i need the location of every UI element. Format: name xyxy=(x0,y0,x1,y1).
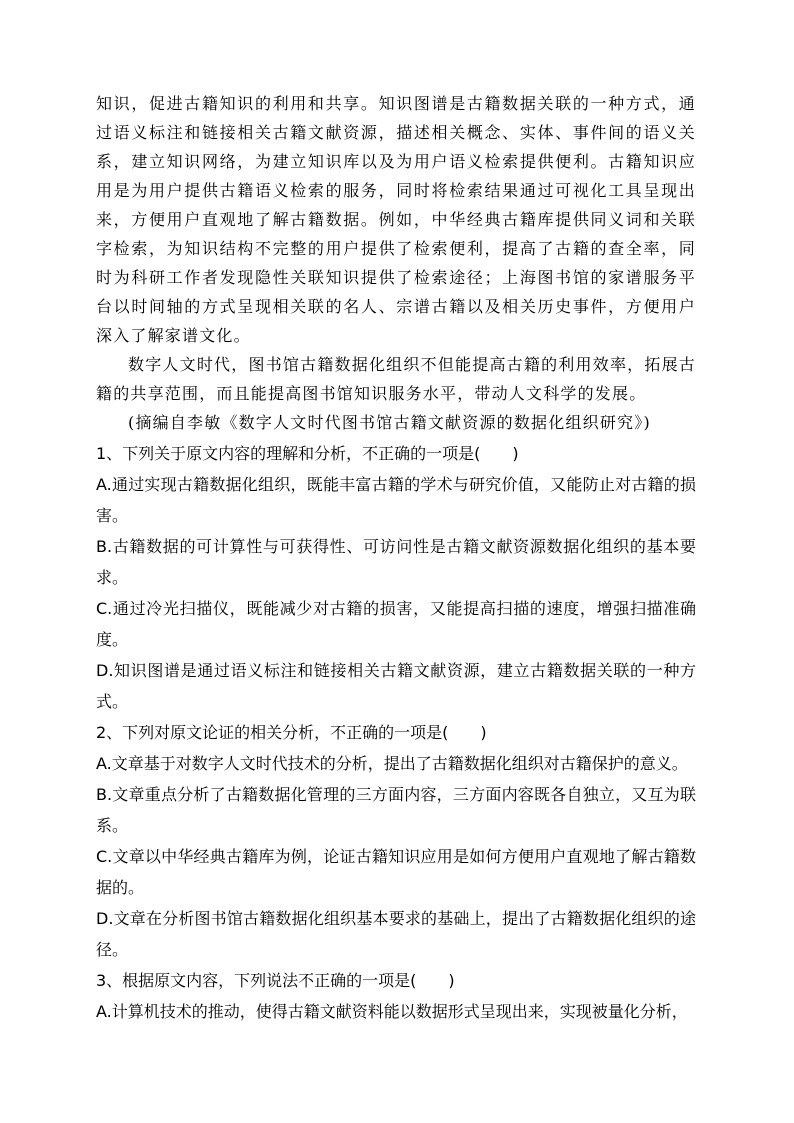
passage-paragraph: 数字人文时代，图书馆古籍数据化组织不但能提高古籍的利用效率，拓展古籍的共享范围，而且能提高图书馆知识服务水平，带动人文科学的发展。 xyxy=(96,355,696,403)
option-b: B.古籍数据的可计算性与可获得性、可访问性是古籍文献资源数据化组织的基本要求。 xyxy=(96,537,696,587)
option-a: A.计算机技术的推动，使得古籍文献资料能以数据形式呈现出来，实现被量化分析， xyxy=(96,1002,688,1021)
question-3 xyxy=(96,965,696,1027)
option-c: C.文章以中华经典古籍库为例，论证古籍知识应用是如何方便用户直观地了解古籍数据的。 xyxy=(96,847,696,897)
question-stem: 3、根据原文内容，下列说法不正确的一项是( ) xyxy=(96,971,455,990)
option-a: A.文章基于对数字人文时代技术的分析，提出了古籍数据化组织对古籍保护的意义。 xyxy=(96,754,688,773)
question-stem: 2、下列对原文论证的相关分析，不正确的一项是( ) xyxy=(96,723,487,742)
option-d: D.文章在分析图书馆古籍数据化组织基本要求的基础上，提出了古籍数据化组织的途径。 xyxy=(96,909,696,959)
option-d: D.知识图谱是通过语义标注和链接相关古籍文献资源，建立古籍数据关联的一种方式。 xyxy=(96,661,696,711)
question-1 xyxy=(96,438,696,717)
passage xyxy=(96,89,696,437)
passage-source: (摘编自李敏《数字人文时代图书馆古籍文献资源的数据化组织研究》) xyxy=(128,413,651,432)
option-a: A.通过实现古籍数据化组织，既能丰富古籍的学术与研究价值，又能防止对古籍的损害。 xyxy=(96,475,696,525)
passage-paragraph: 知识，促进古籍知识的利用和共享。知识图谱是古籍数据关联的一种方式，通过语义标注和链接相关古籍文献资源，描述相关概念、实体、事件间的语义关系，建立知识网络，为建立知识库以及为用户语义检索提供便利。古籍知识应用是为用户提供古籍语义检索的服务，同时将检索结果通过可视化工具呈现出来，方便用户直观地了解古籍数据。例如，中华经典古籍库提供同义词和关联字检索，为知识结构不完整的用户提供了检索便利，提高了古籍的查全率，同时为科研工作者发现隐性关联知识提供了检索途径；上海图书馆的家谱服务平台以时间轴的方式呈现相关联的名人、宗谱古籍以及相关历史事件，方便用户深入了解家谱文化。 xyxy=(96,94,696,345)
option-b: B.文章重点分析了古籍数据化管理的三方面内容，三方面内容既各自独立，又互为联系。 xyxy=(96,785,696,835)
option-c: C.通过冷光扫描仪，既能减少对古籍的损害，又能提高扫描的速度，增强扫描准确度。 xyxy=(96,599,696,649)
question-stem: 1、下列关于原文内容的理解和分析，不正确的一项是( ) xyxy=(96,444,519,463)
questions-section xyxy=(96,438,696,1027)
question-2 xyxy=(96,717,696,965)
